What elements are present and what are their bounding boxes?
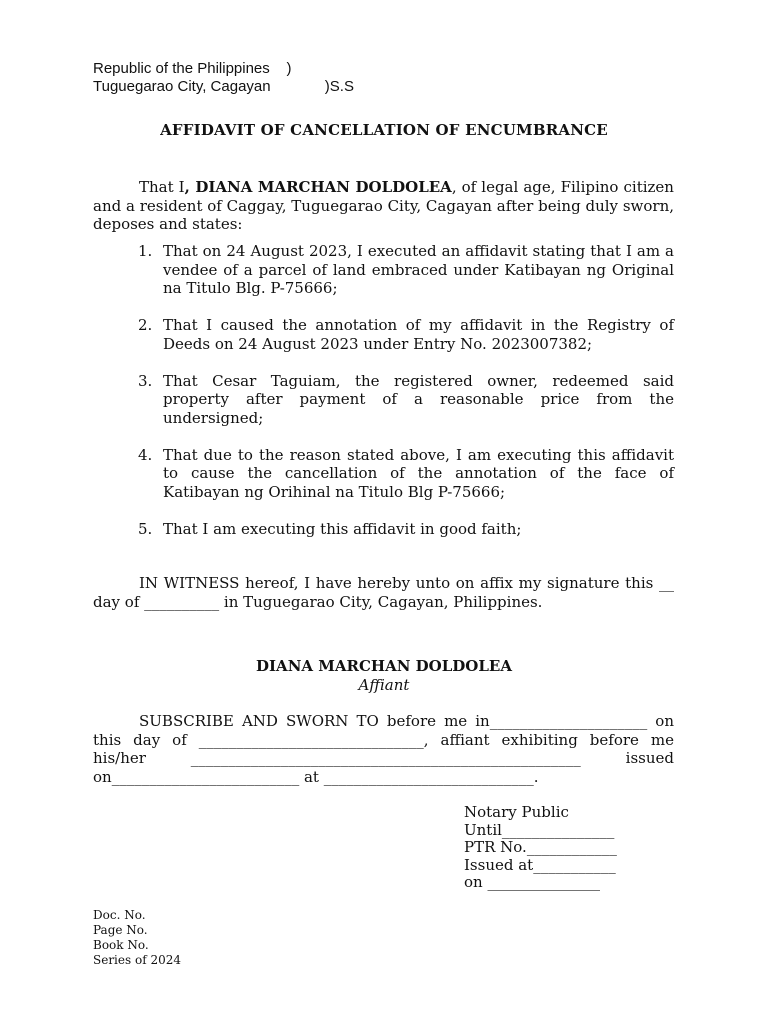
statement-item (138, 316, 674, 353)
statement-number: 4. (138, 445, 153, 464)
statement-item (138, 242, 674, 298)
notary-issued-on: on _______________ (464, 873, 600, 891)
witness-paragraph (93, 574, 674, 611)
statement-text: That I am executing this affidavit in good faith; (163, 519, 522, 538)
statement-text: That on 24 August 2023, I executed an affidavit stating that I am a vendee of a parcel of land embraced under Katibayan ng Original na Titulo Blg. P-75666; (163, 242, 674, 297)
witness-text: IN WITNESS hereof, I have hereby unto on affix my signature this __ day of __________ in Tuguegarao City, Cagayan, Philippines. (93, 574, 674, 611)
statement-text: That I caused the annotation of my affidavit in the Registry of Deeds on 24 August 2023 under Entry No. 2023007382; (163, 316, 674, 353)
statement-number: 2. (138, 316, 153, 334)
affiant-name-inline: , DIANA MARCHAN DOLDOLEA (184, 178, 452, 196)
notary-block (464, 804, 617, 892)
venue-line-city: Tuguegarao City, Cagayan )S.S (93, 78, 354, 95)
series-label: Series of 2024 (93, 953, 181, 967)
jurat-line3-right: issued (625, 749, 674, 767)
notary-until: Until_______________ (464, 820, 615, 839)
intro-paragraph (93, 178, 674, 234)
statement-item (138, 446, 674, 502)
venue-line-republic: Republic of the Philippines ) (93, 60, 292, 77)
document-title: AFFIDAVIT OF CANCELLATION OF ENCUMBRANCE (160, 121, 608, 139)
book-number-label: Book No. (93, 938, 149, 952)
statement-text: That due to the reason stated above, I am executing this affidavit to cause the cancellation of the annotation of the face of Katibayan ng Orihinal na Titulo Blg P-75666; (163, 445, 674, 501)
affiant-role-label: Affiant (358, 676, 410, 694)
notary-title: Notary Public (464, 803, 569, 821)
statement-number: 5. (138, 519, 153, 538)
statement-number: 1. (138, 242, 153, 260)
notary-issued-at: Issued at___________ (464, 855, 616, 874)
jurat-line3-blank: ____________________________________________________ (190, 749, 581, 767)
jurat-text-1: SUBSCRIBE AND SWORN TO before me in_____________________ on (139, 712, 674, 730)
jurat-paragraph (93, 712, 674, 786)
document-register-info (93, 908, 181, 968)
affiant-signature-name: DIANA MARCHAN DOLDOLEA (256, 657, 512, 675)
page-number-label: Page No. (93, 923, 148, 937)
statement-number: 3. (138, 371, 153, 390)
jurat-line-1 (93, 712, 674, 731)
intro-prefix: That I (139, 178, 185, 196)
statement-text: That Cesar Taguiam, the registered owner, redeemed said property after payment of a reasonable price from the undersigned; (163, 371, 674, 427)
notary-ptr: PTR No.____________ (464, 838, 617, 856)
statement-item (138, 520, 674, 539)
jurat-line-4: on_________________________ at ____________________________. (93, 767, 539, 786)
jurat-line3-left: his/her (93, 749, 146, 767)
intro-rest: , of legal age, Filipino citizen and a resident of Caggay, Tuguegarao City, Cagayan after being duly sworn, deposes and states: (93, 178, 674, 233)
statement-list (138, 242, 674, 557)
jurat-line-3 (93, 749, 674, 768)
jurat-line-2: this day of ______________________________, affiant exhibiting before me (93, 730, 674, 749)
doc-number-label: Doc. No. (93, 908, 146, 922)
statement-item (138, 372, 674, 428)
